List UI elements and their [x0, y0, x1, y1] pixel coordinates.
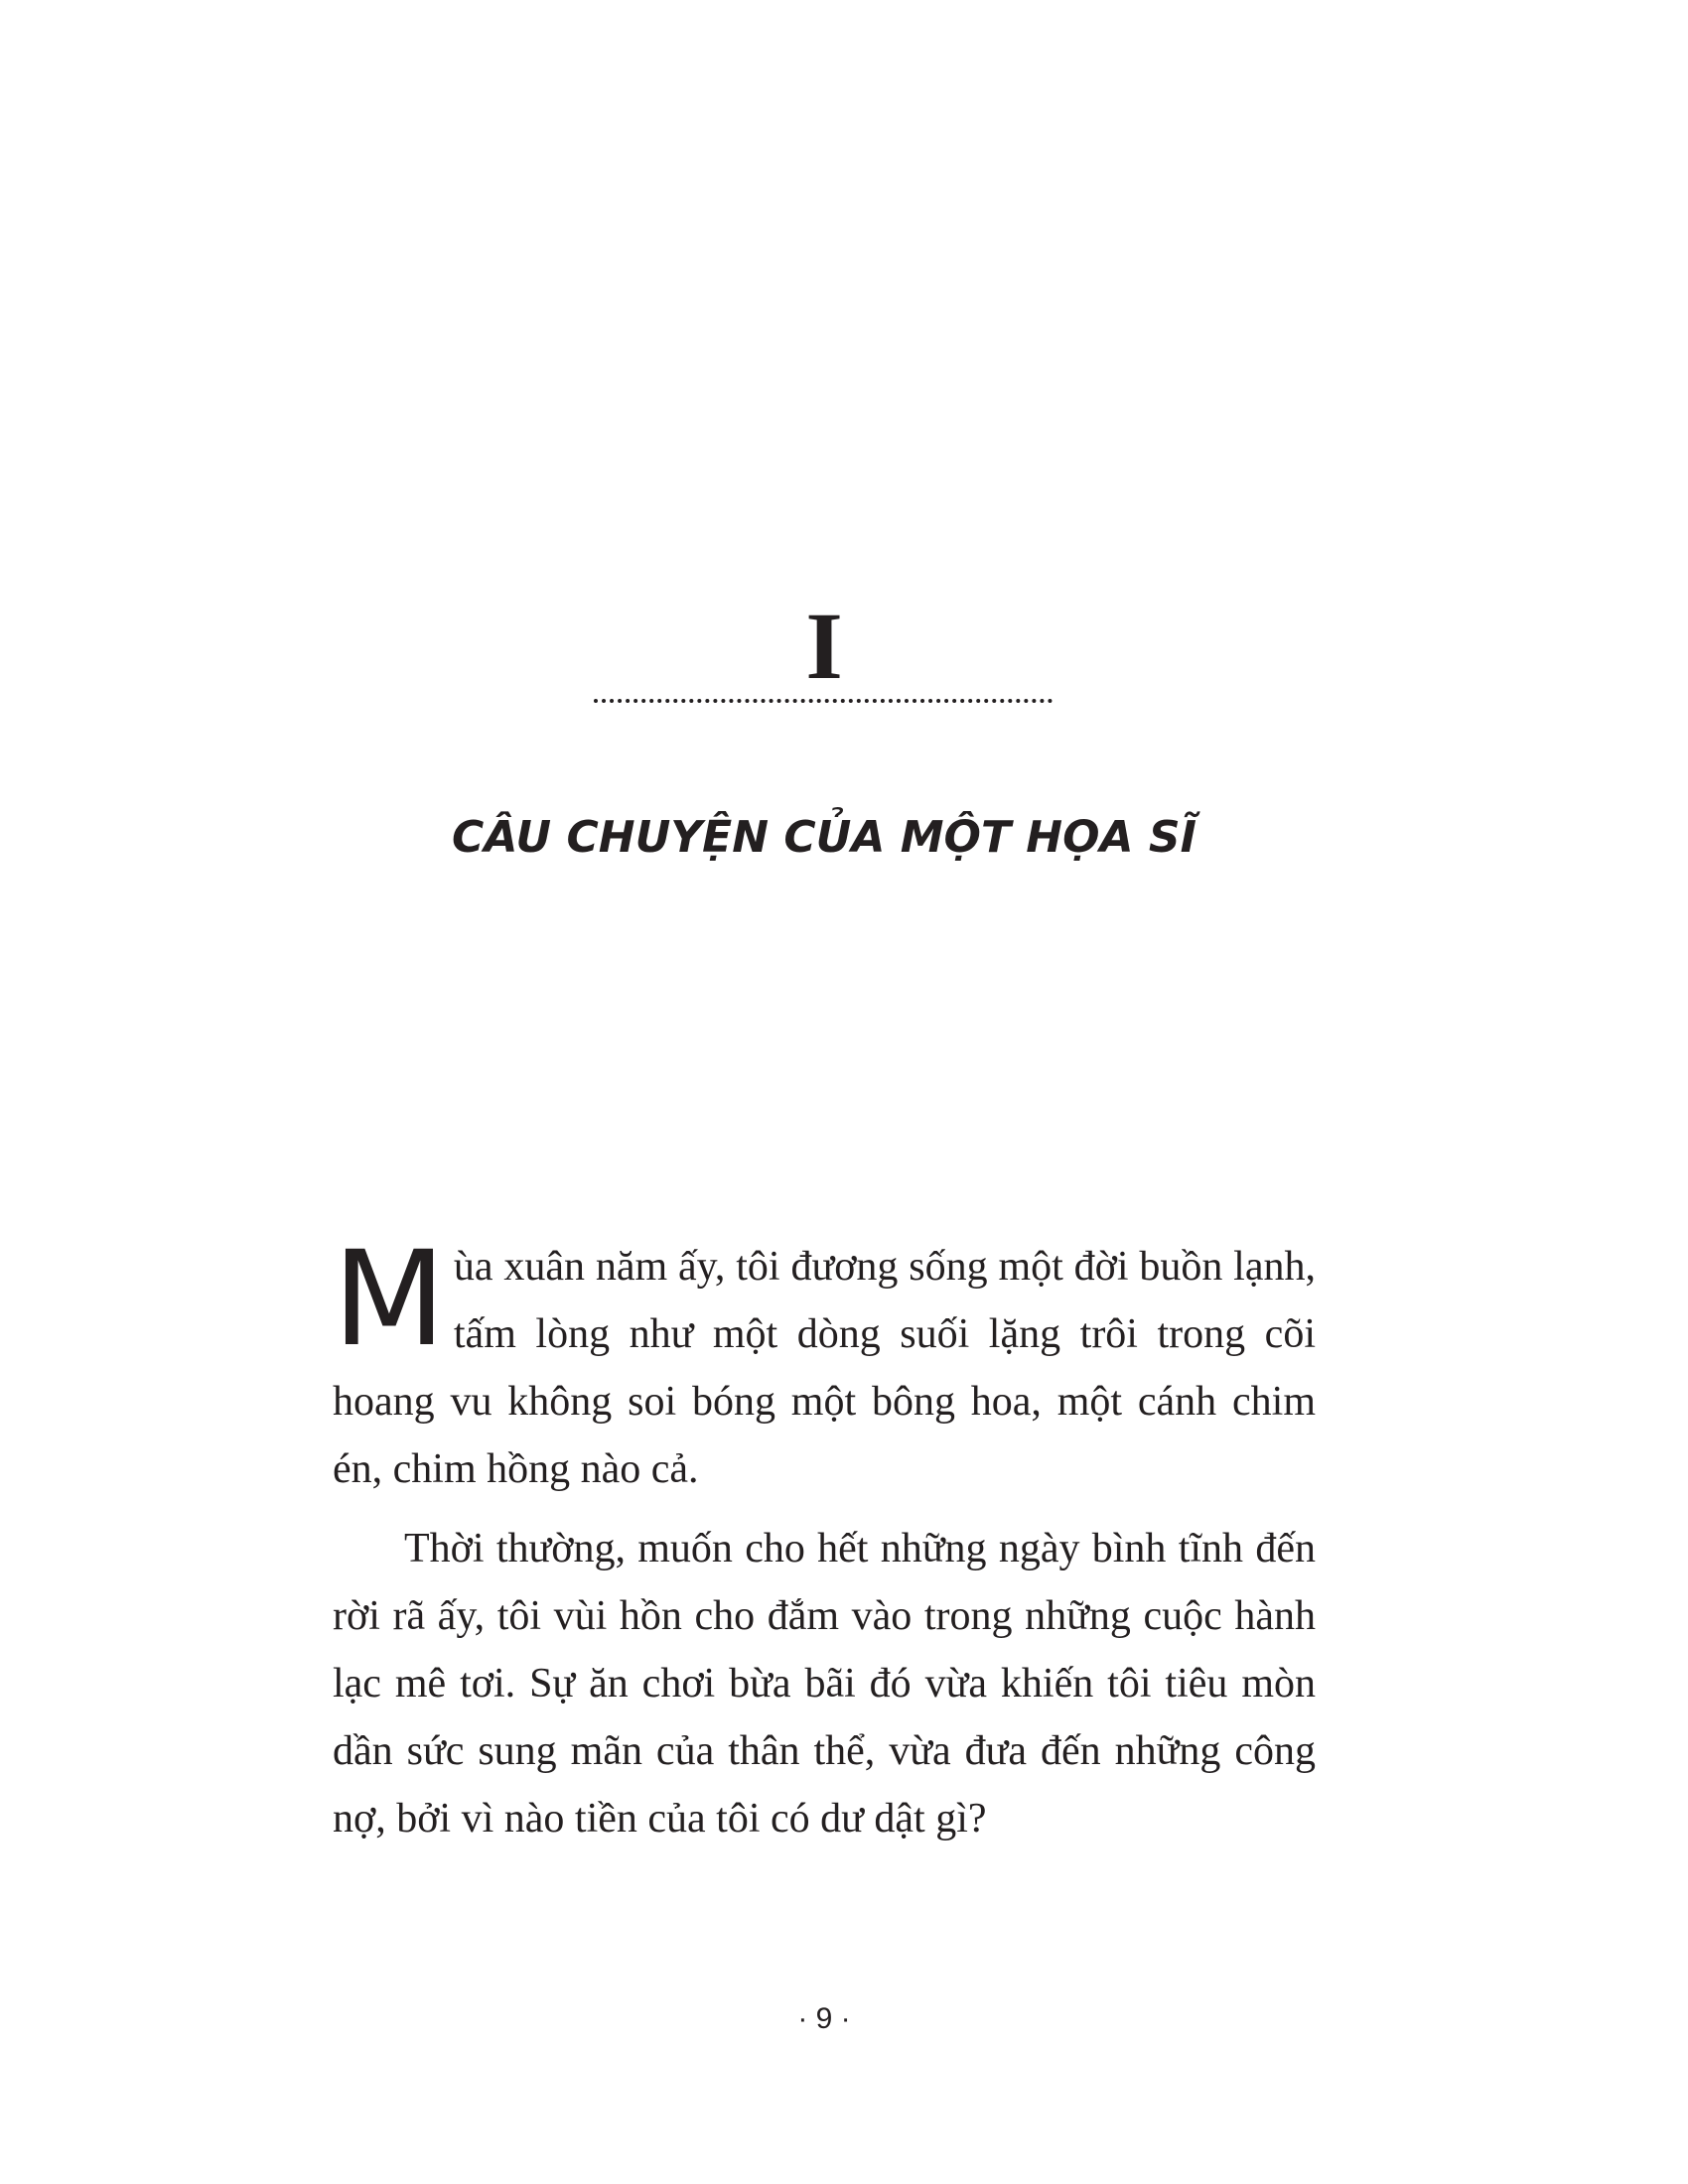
- paragraph-1-text: ùa xuân năm ấy, tôi đương sống một đời buồn lạnh, tấm lòng như một dòng suối lặng trôi trong cõi hoang vu không soi bóng một bông hoa, một cánh chim én, chim hồng nào cả.: [333, 1244, 1316, 1492]
- paragraph-2: Thời thường, muốn cho hết những ngày bình tĩnh đến rời rã ấy, tôi vùi hồn cho đắm vào trong những cuộc hành lạc mê tơi. Sự ăn chơi bừa bãi đó vừa khiến tôi tiêu mòn dần sức sung mãn của thân thể, vừa đưa đến những công nợ, bởi vì nào tiền của tôi có dư dật gì?: [333, 1526, 1316, 1842]
- page-number: · 9 ·: [797, 2002, 851, 2035]
- drop-cap: M: [333, 1223, 446, 1376]
- body-text: [333, 1223, 1316, 1852]
- chapter-title: CÂU CHUYỆN CỦA MỘT HỌA SĨ: [452, 812, 1196, 863]
- paragraph-1: [333, 1223, 1316, 1503]
- chapter-divider: [594, 699, 1053, 703]
- chapter-number: I: [805, 593, 843, 699]
